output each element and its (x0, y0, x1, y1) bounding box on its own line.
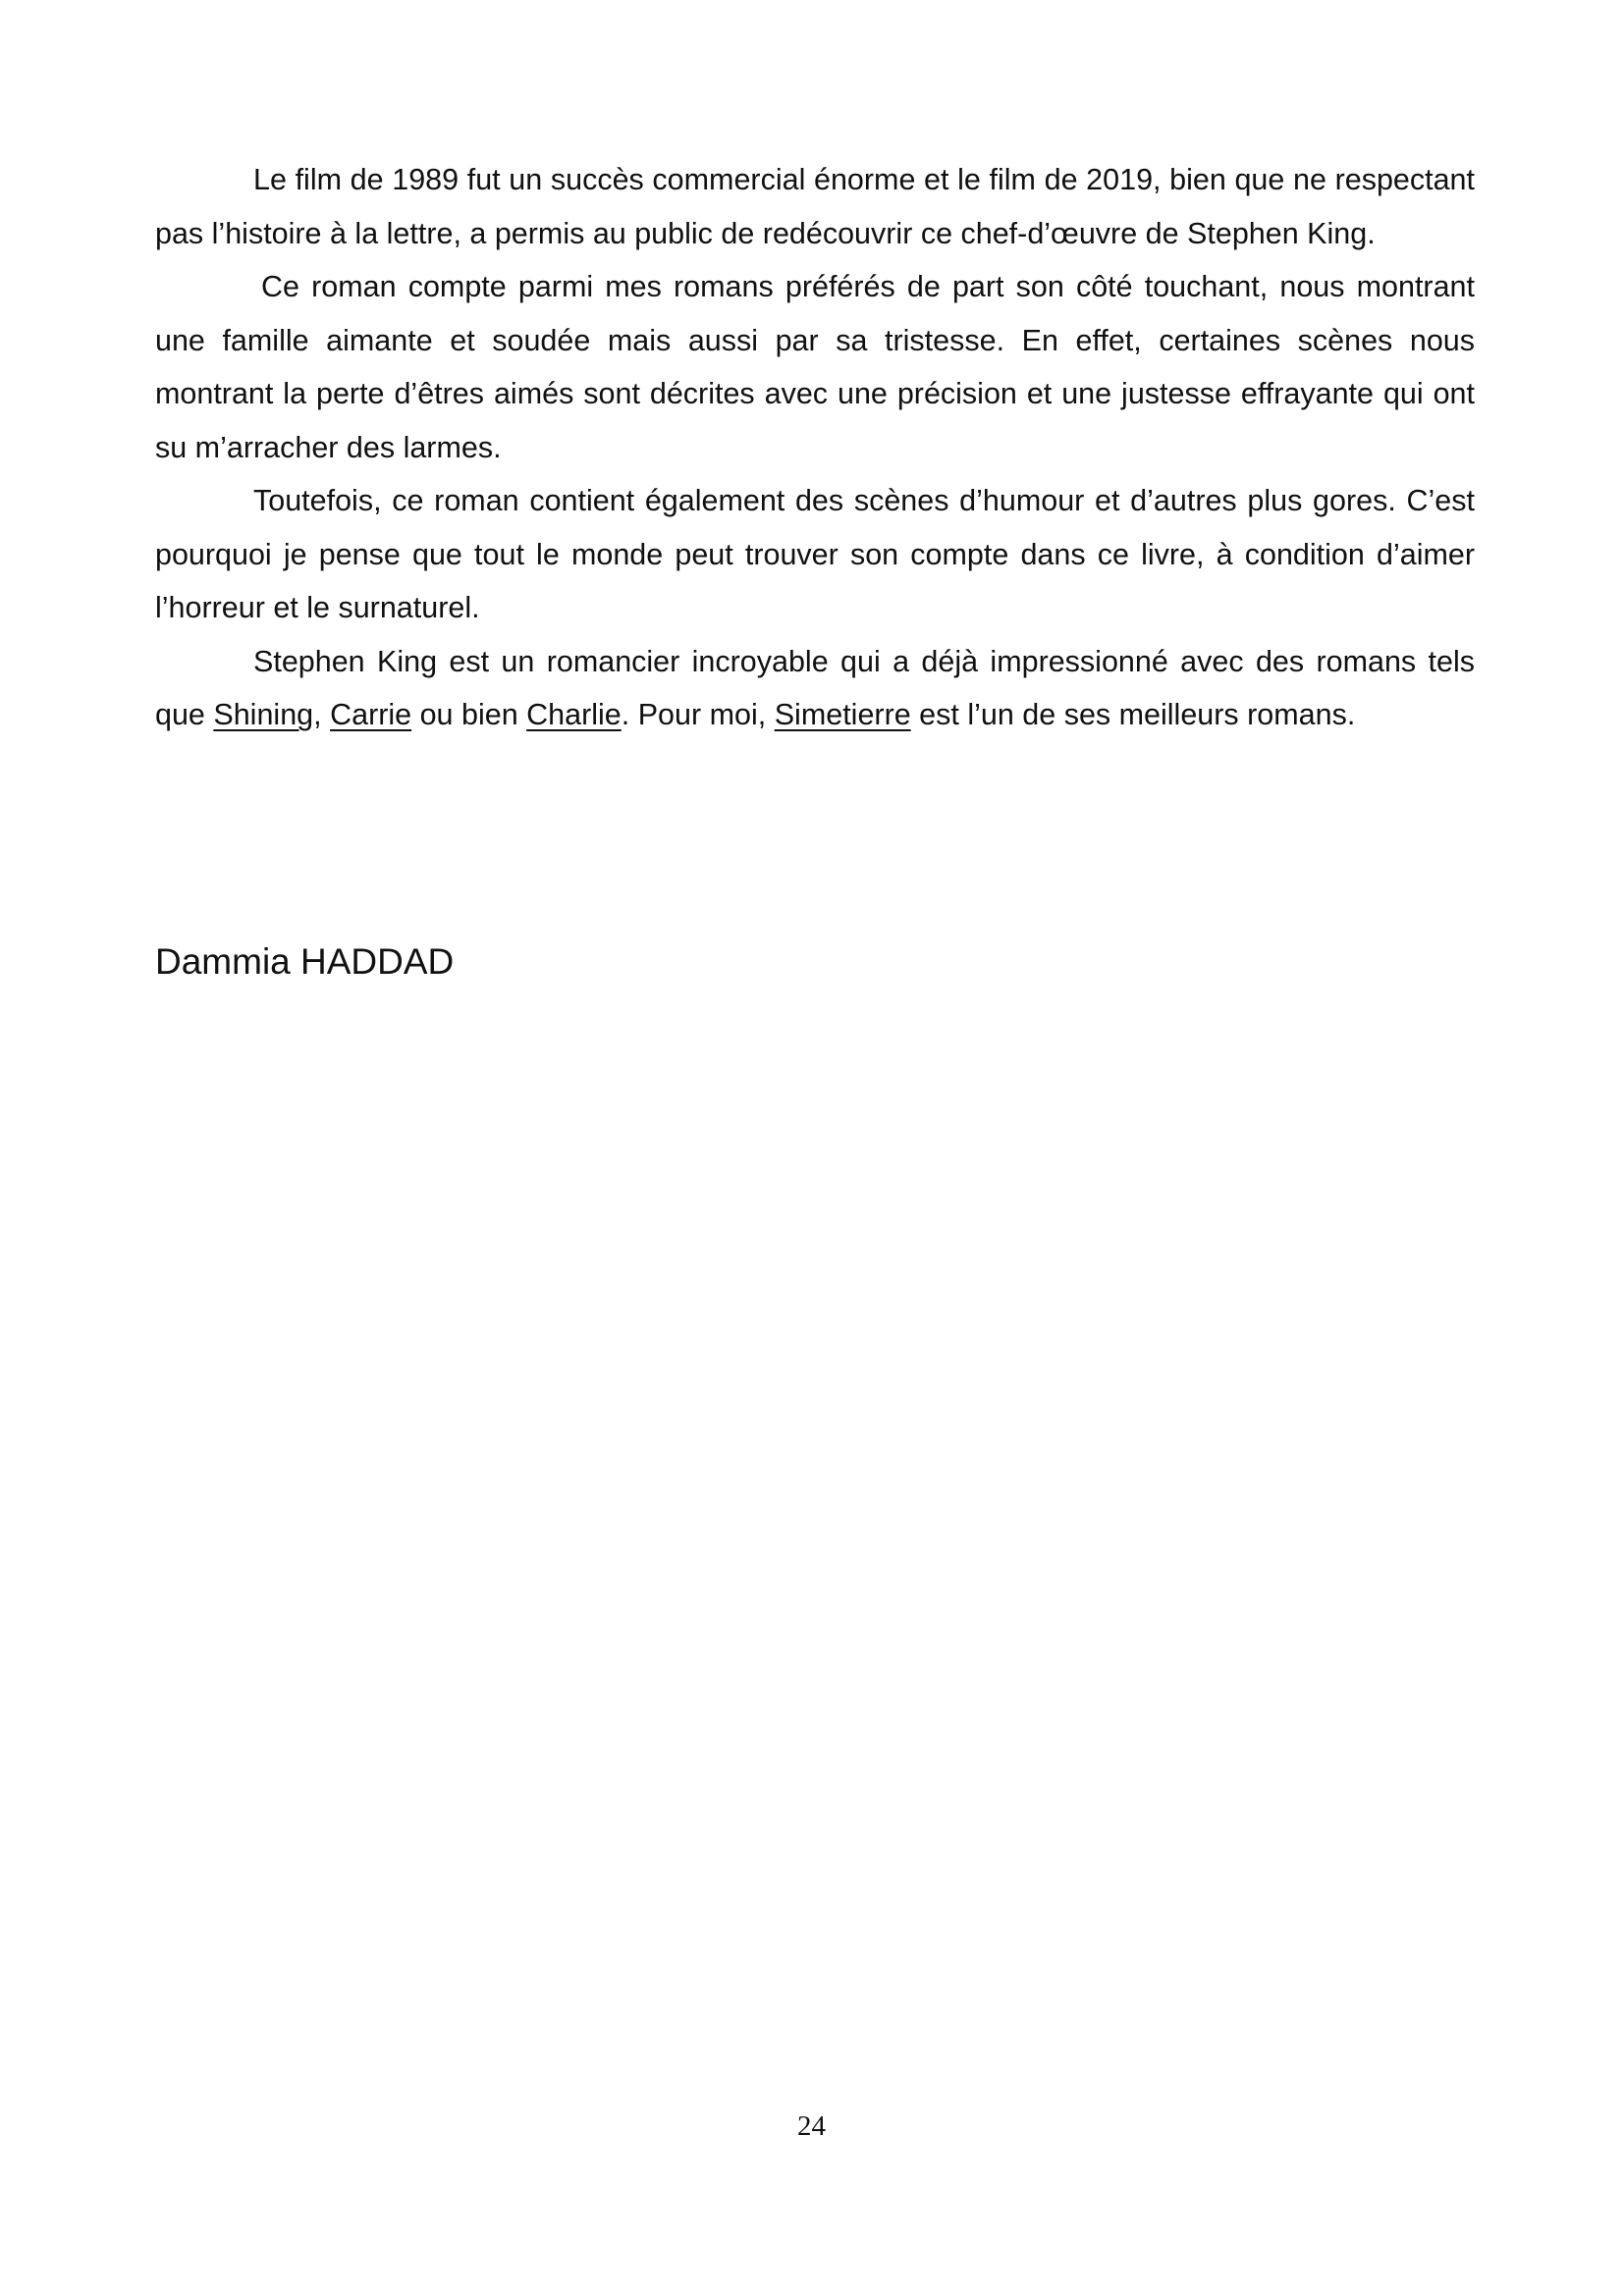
book-title-carrie: Carrie (330, 698, 412, 731)
paragraph-personal-opinion: Ce roman compte parmi mes romans préférés de part son côté touchant, nous montrant une famille aimante et soudée mais aussi par sa tristesse. En effet, certaines scènes nous montrant la perte d’êtres aimés sont décrites avec une précision et une justesse effrayante qui ont su m’arracher des larmes. (155, 270, 1475, 464)
paragraph-film-adaptations: Le film de 1989 fut un succès commercial énorme et le film de 2019, bien que ne respectant pas l’histoire à la lettre, a permis au public de redécouvrir ce chef-d’œuvre de Stephen King. (155, 163, 1475, 250)
book-title-shining: Shining (213, 698, 314, 731)
paragraph-humour-and-gore: Toutefois, ce roman contient également des scènes d’humour et d’autres plus gores. C’est pourquoi je pense que tout le monde peut trouver son compte dans ce livre, à condition d’aimer l’horreur et le surnaturel. (155, 484, 1475, 624)
closing-text-5: est l’un de ses meilleurs romans. (910, 698, 1356, 731)
article-body (155, 153, 1475, 742)
closing-text-2: , (313, 698, 331, 731)
page-number: 24 (797, 2110, 826, 2142)
book-title-charlie: Charlie (526, 698, 622, 731)
closing-text-3: ou bien (411, 698, 527, 731)
closing-text-1: Stephen King est un romancier incroyable qui a déjà impressionné avec des romans tels que (155, 644, 1475, 731)
book-title-simetierre: Simetierre (774, 698, 911, 731)
paragraph-author-praise (155, 635, 1475, 742)
closing-text-4: . Pour moi, (621, 698, 775, 731)
author-signature: Dammia HADDAD (155, 941, 455, 982)
